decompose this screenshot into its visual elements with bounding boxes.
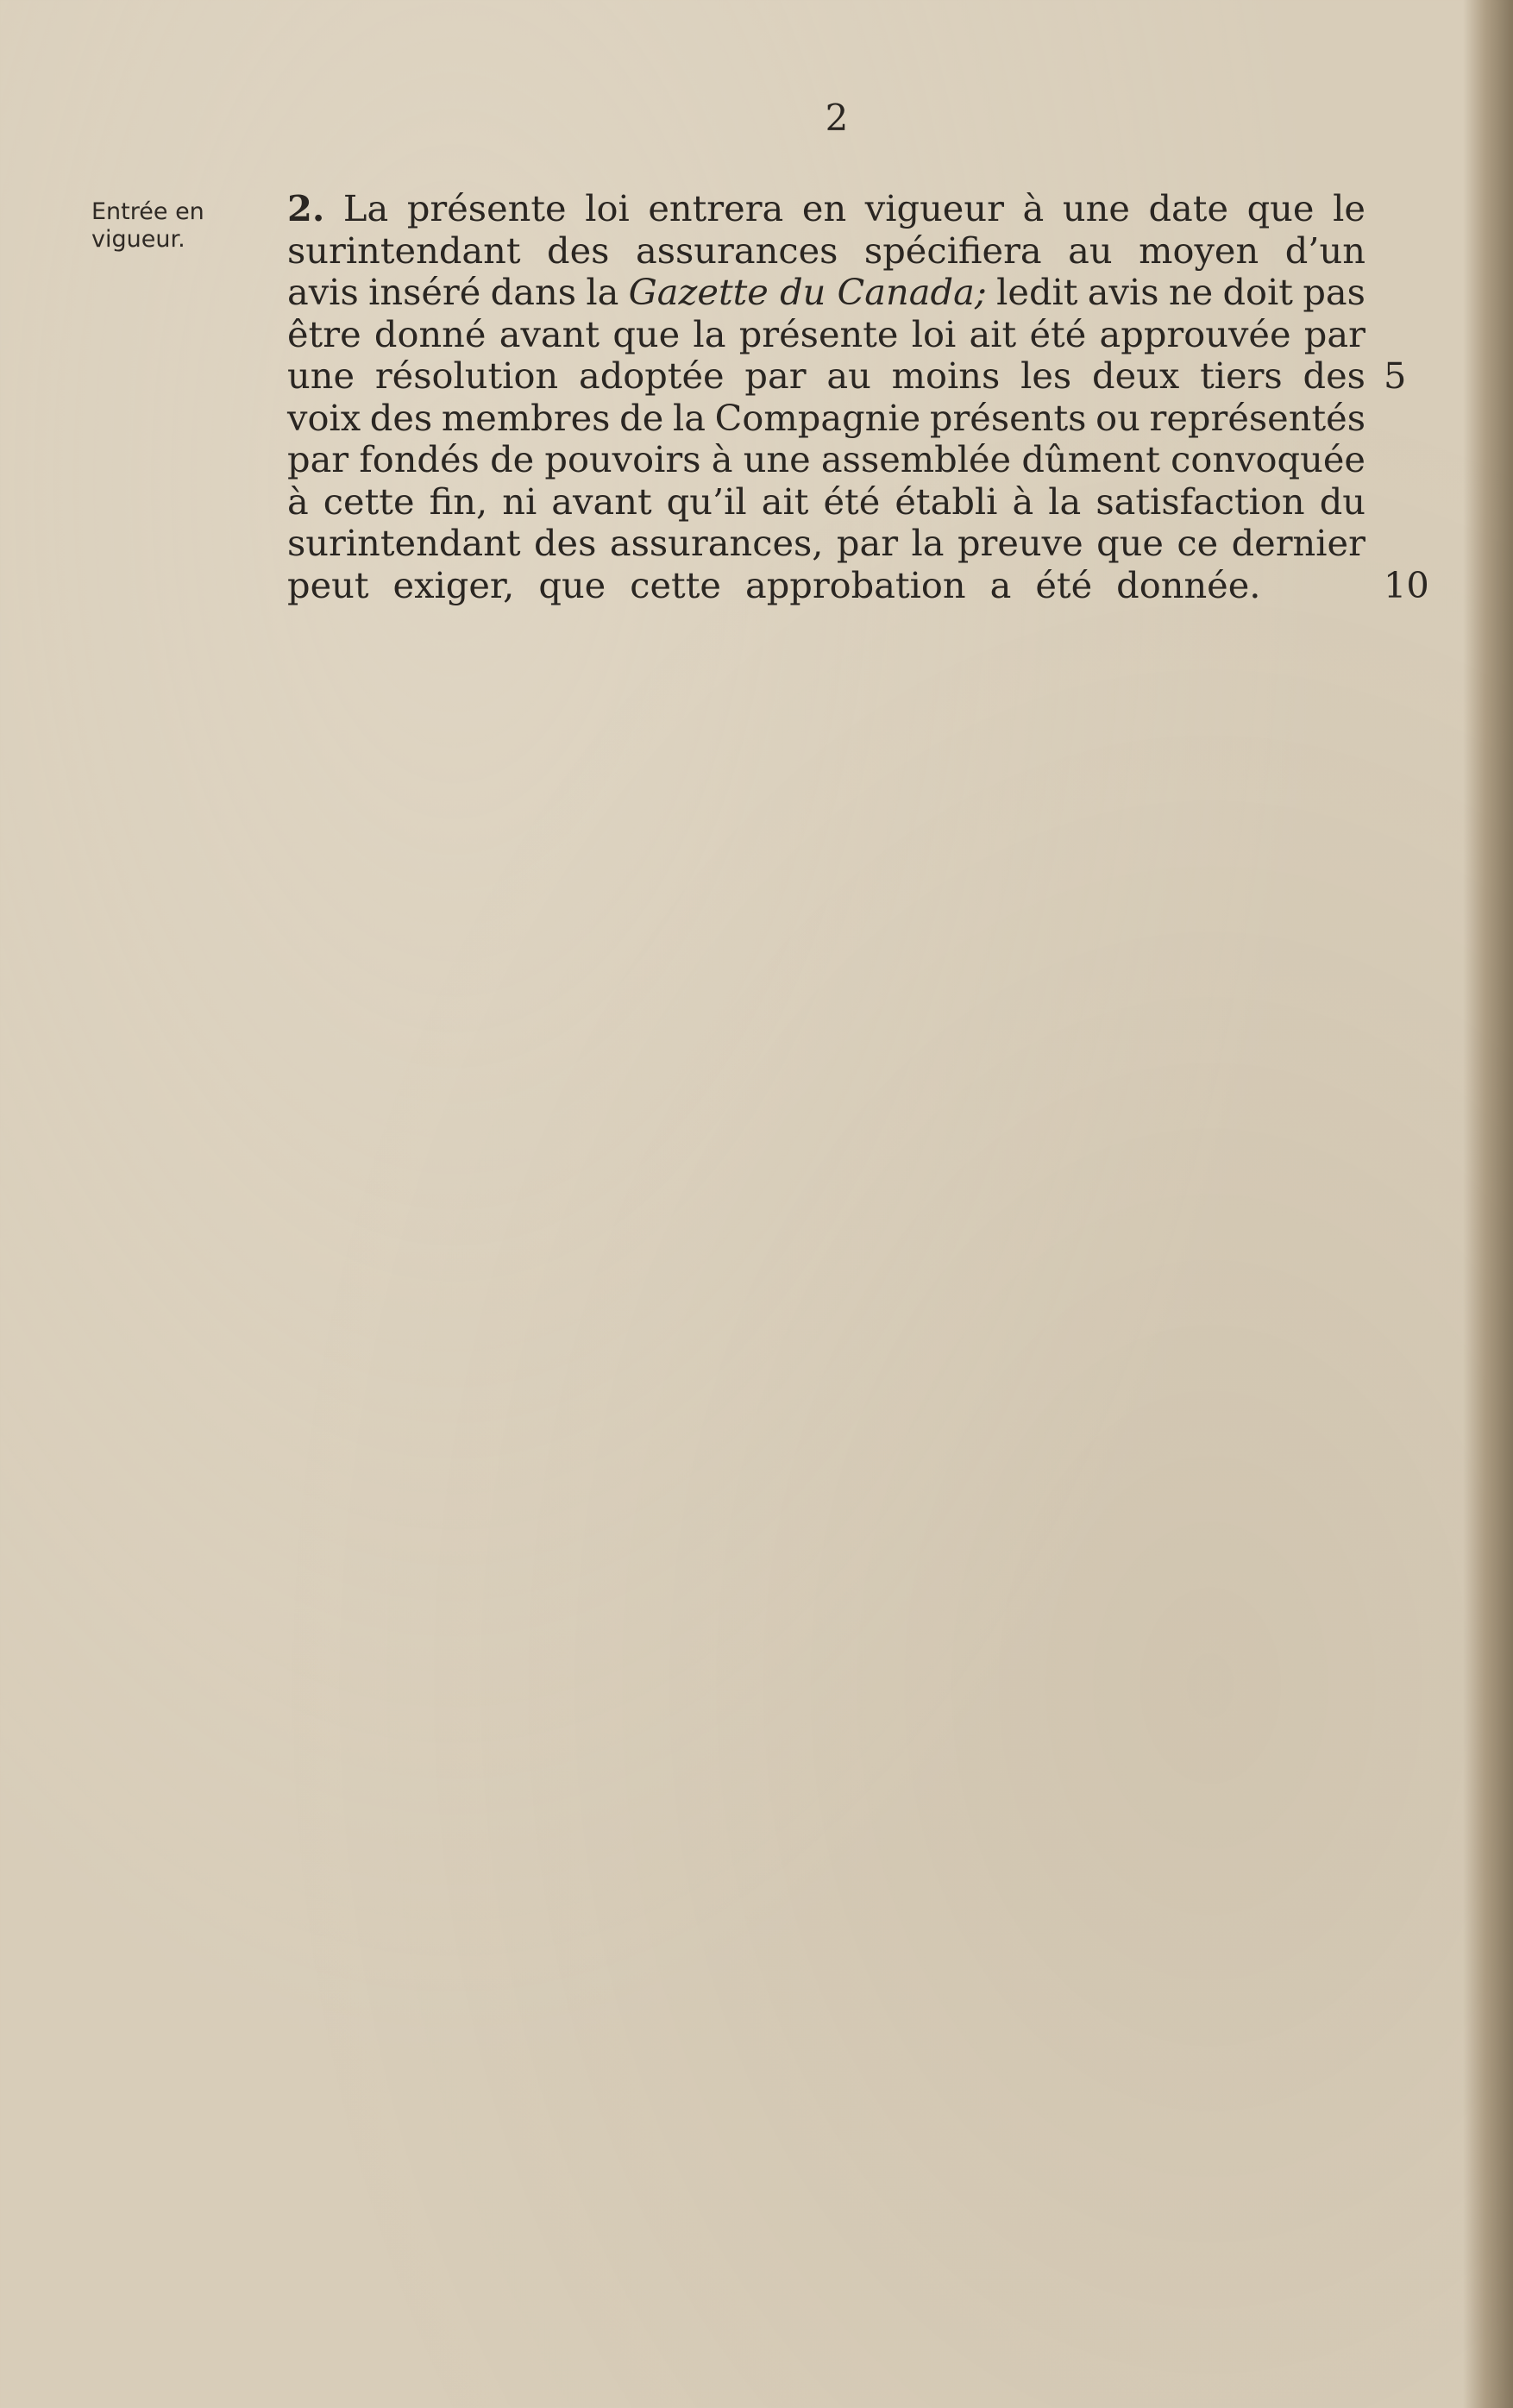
word: preuve [957,522,1083,564]
text-line [287,439,1365,481]
page-edge-shadow [1463,0,1513,2408]
word: doit [1222,271,1293,313]
word: des [369,396,433,439]
word: vigueur [864,187,1004,229]
word: par [836,522,899,564]
word: à [711,438,733,480]
word: des [547,229,610,272]
word: représentés [1149,396,1365,439]
word: cette [630,563,721,606]
word: présents [929,396,1087,439]
word: convoquée [1171,438,1365,480]
word: loi [911,312,957,355]
word: moyen [1139,229,1259,272]
word: a [989,563,1012,606]
word: le [1333,187,1365,229]
word: dernier [1231,522,1365,564]
word: au [1068,229,1113,272]
word: avis [1087,271,1159,313]
text-line [287,565,1365,607]
word: les [1020,354,1072,397]
word: avis [287,271,359,313]
word: fondés [359,438,480,480]
word: ait [969,312,1017,355]
word: à [287,480,309,523]
word: date [1148,187,1229,229]
word: que [1096,522,1164,564]
section-text [287,188,1365,606]
word: avant [499,312,600,355]
word: donnée. [1116,563,1261,606]
text-line [287,188,1365,230]
text-line [287,523,1365,565]
word: résolution [374,354,559,397]
word: que [1246,187,1315,229]
word: en [801,187,847,229]
word: une [743,438,811,480]
word: moins [891,354,1001,397]
word: la [1048,480,1082,523]
word: pouvoirs [544,438,701,480]
page-number: 2 [825,97,849,139]
word: La [342,187,389,229]
word: inséré [368,271,481,313]
word: satisfaction [1096,480,1305,523]
word: la [693,312,726,355]
word: donné [374,312,487,355]
word: une [287,354,355,397]
text-line [287,314,1365,356]
word: que [538,563,606,606]
line-number-marker-5: 5 [1384,354,1407,397]
word: surintendant [287,229,521,272]
word: des [1303,354,1365,397]
word: tiers [1200,354,1283,397]
text-line [287,481,1365,524]
word: loi [585,187,630,229]
word: présente [406,187,567,229]
word: qu’il [666,480,747,523]
word: de [619,396,664,439]
word: adoptée [578,354,725,397]
word: cette [323,480,415,523]
word: par [744,354,807,397]
word: approbation [744,563,966,606]
word: de [490,438,535,480]
word: à [1022,187,1045,229]
word: ni [502,480,537,523]
word: par [1303,312,1365,355]
word: été [1029,312,1087,355]
text-line [287,398,1365,440]
word: dans [490,271,576,313]
word: avant [551,480,652,523]
text-line [287,355,1365,398]
word: dûment [1021,438,1160,480]
word: membres [441,396,611,439]
margin-note [91,198,247,254]
text-line [287,230,1365,273]
text-line [287,272,1365,314]
margin-note-line-2: vigueur. [91,226,185,253]
word: la [911,522,945,564]
word: au [826,354,871,397]
word: ou [1096,396,1140,439]
word: être [287,312,361,355]
word: assurances, [609,522,824,564]
word: exiger, [392,563,515,606]
word: assurances [635,229,838,272]
word: ait [761,480,809,523]
line-number-marker-10: 10 [1384,564,1429,606]
word: peut [287,563,369,606]
word: assemblée [820,438,1012,480]
word: d’un [1284,229,1365,272]
word: entrera [648,187,784,229]
word: la [586,271,619,313]
word: des [533,522,597,564]
word: ce [1177,522,1219,564]
word: établi [895,480,998,523]
margin-note-line-1: Entrée en [91,198,204,225]
word: ne [1168,271,1214,313]
word: deux [1092,354,1180,397]
word: pas [1303,271,1365,313]
word: présente [738,312,899,355]
word: été [823,480,881,523]
word: par [287,438,349,480]
word: spécifiera [863,229,1042,272]
word: été [1035,563,1093,606]
gazette-title: Gazette du Canada; [628,271,987,313]
word: Compagnie [714,396,921,439]
word: du [1319,480,1365,523]
word: approuvée [1099,312,1291,355]
section-number: 2. [287,187,325,229]
word: que [612,312,681,355]
word: surintendant [287,522,521,564]
word: fin, [429,480,488,523]
word: une [1062,187,1130,229]
word: à [1012,480,1034,523]
word: ledit [996,271,1078,313]
word: voix [287,396,361,439]
word: la [672,396,706,439]
